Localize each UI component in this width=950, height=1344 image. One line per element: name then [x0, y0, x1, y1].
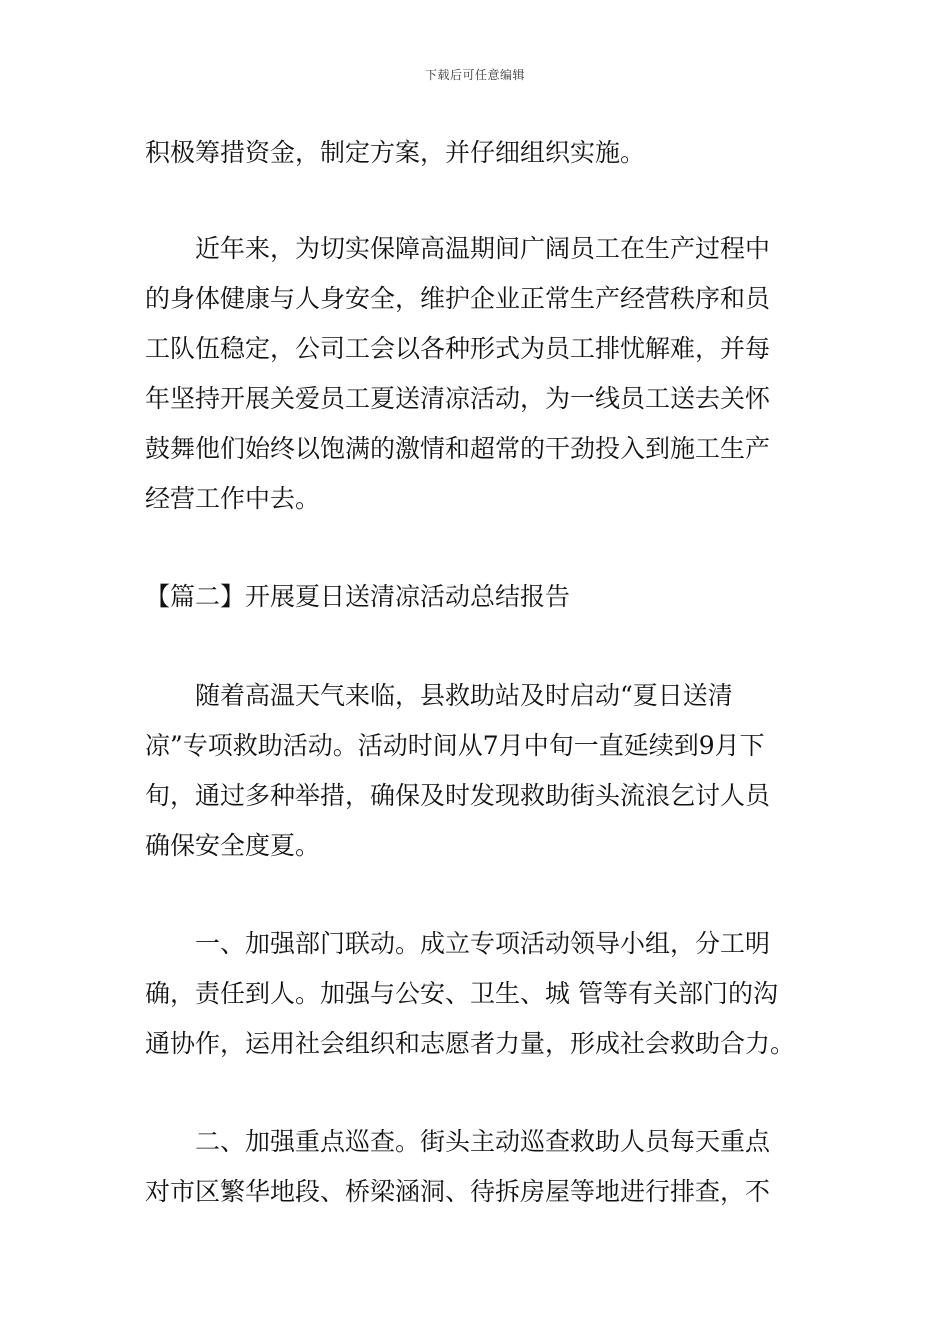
text-line: 旬，通过多种举措，确保及时发现救助街头流浪乞讨人员: [145, 781, 771, 810]
text-line: 通协作，运用社会组织和志愿者力量，形成社会救助合力。: [145, 1029, 796, 1058]
text-line: 随着高温天气来临，县救助站及时启动“夏日送清: [195, 681, 733, 710]
text-line: 【篇二】开展夏日送清凉活动总结报告: [145, 582, 571, 611]
text-line: 鼓舞他们始终以饱满的激情和超常的干劲投入到施工生产: [145, 434, 771, 463]
paragraph: [145, 919, 807, 1069]
text-line: 凉”专项救助活动。活动时间从7月中旬一直延续到9月下: [145, 731, 765, 760]
paragraph: [145, 671, 807, 871]
text-line: 的身体健康与人身安全，维护企业正常生产经营秩序和员: [145, 284, 771, 313]
text-line: 积极筹措资金，制定方案，并仔细组织实施。: [145, 138, 646, 167]
text-line: 确，责任到人。加强与公安、卫生、城 管等有关部门的沟: [145, 979, 778, 1008]
text-line: 经营工作中去。: [145, 484, 321, 513]
section-heading: [145, 572, 807, 622]
page-header: 下载后可任意编辑: [424, 68, 525, 82]
paragraph: [145, 1117, 807, 1217]
text-line: 二、加强重点巡查。街头主动巡查救助人员每天重点: [195, 1127, 771, 1156]
text-line: 近年来，为切实保障高温期间广阔员工在生产过程中: [195, 234, 771, 263]
paragraph: [145, 224, 807, 524]
text-line: 确保安全度夏。: [145, 831, 321, 860]
text-line: 年坚持开展关爱员工夏送清凉活动，为一线员工送去关怀: [145, 384, 771, 413]
text-line: 对市区繁华地段、桥梁涵洞、待拆房屋等地进行排查，不: [145, 1177, 771, 1206]
text-line: 一、加强部门联动。成立专项活动领导小组，分工明: [195, 929, 771, 958]
text-line: 工队伍稳定，公司工会以各种形式为员工排忧解难，并每: [145, 334, 771, 363]
paragraph: [145, 128, 807, 178]
